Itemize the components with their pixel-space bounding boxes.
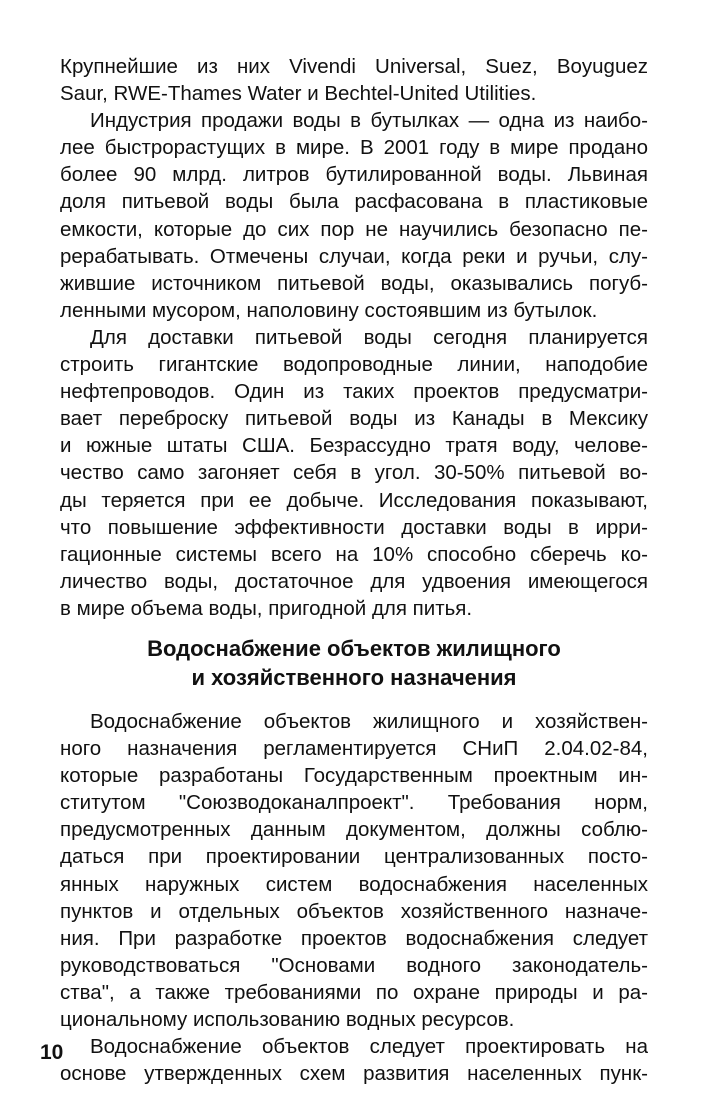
page-number: 10 [40,1041,64,1064]
text-line: Saur, RWE-Thames Water и Bechtel-United Utilities. [60,82,537,106]
text-line: гационные системы всего на 10% способно сберечь ко- [60,542,648,566]
text-line: циональному использованию водных ресурсов. [60,1008,515,1031]
text-line: ного назначения регламентируется СНиП 2.04.02-84, [60,737,648,761]
text-line: чество само загоняет себя в угол. 30-50% питьевой во- [60,461,648,485]
text-line: янных наружных систем водоснабжения населенных [60,872,648,896]
text-line: ния. При разработке проектов водоснабжения следует [60,926,648,950]
text-line: и южные штаты США. Безрассудно тратя воду, челове- [60,434,648,458]
text-line: пунктов и отдельных объектов хозяйственного назначе- [60,899,648,923]
text-line: руководствоваться "Основами водного законодатель- [60,953,648,977]
text-line: даться при проектировании централизованных посто- [60,845,648,869]
text-line: ститутом "Союзводоканалпроект". Требования норм, [60,791,648,815]
paragraph-continuation [60,53,648,107]
text-line: ленными мусором, наполовину состоявшим из бутылок. [60,298,598,322]
text-line: личество воды, достаточное для удвоения имеющегося [60,569,648,593]
text-line: которые разработаны Государственным проектным ин- [60,764,648,788]
text-line: ды теряется при ее добыче. Исследования показывают, [60,488,648,512]
text-line: более 90 млрд. литров бутилированной воды. Львиная [60,163,648,187]
paragraph-design-basis [60,1033,648,1087]
text-line: Водоснабжение объектов следует проектировать на [90,1035,648,1059]
page-body [60,53,648,1087]
text-line: вает переброску питьевой воды из Канады в Мексику [60,407,648,431]
text-line: Крупнейшие из них Vivendi Universal, Suez, Boyuguez [60,55,648,78]
text-line: рерабатывать. Отмечены случаи, когда реки и ручьи, слу- [60,244,648,268]
section-heading-line: и хозяйственного назначения [191,664,517,690]
text-line: емкости, которые до сих пор не научились безопасно пе- [60,217,648,241]
text-line: доля питьевой воды была расфасована в пластиковые [60,190,648,214]
text-line: нефтепроводов. Один из таких проектов предусматри- [60,380,648,404]
text-line: Индустрия продажи воды в бутылках — одна из наибо- [90,109,648,133]
paragraph-water-delivery [60,324,648,622]
text-line: строить гигантские водопроводные линии, наподобие [60,353,648,377]
paragraph-regulations [60,708,648,1033]
text-line: что повышение эффективности доставки воды в ирри- [60,515,648,539]
text-line: лее быстрорастущих в мире. В 2001 году в мире продано [60,136,648,160]
text-line: Водоснабжение объектов жилищного и хозяйствен- [90,709,648,733]
text-line: жившие источником питьевой воды, оказывались погуб- [60,271,648,295]
text-line: предусмотренных данным документом, должны соблю- [60,818,648,842]
section-heading [60,634,648,692]
paragraph-bottled-water [60,107,648,324]
text-line: в мире объема воды, пригодной для питья. [60,596,473,620]
text-line: основе утвержденных схем развития населенных пунк- [60,1062,648,1086]
text-line: ства", а также требованиями по охране природы и ра- [60,980,648,1004]
section-heading-line: Водоснабжение объектов жилищного [147,635,561,661]
text-line: Для доставки питьевой воды сегодня планируется [90,325,648,349]
